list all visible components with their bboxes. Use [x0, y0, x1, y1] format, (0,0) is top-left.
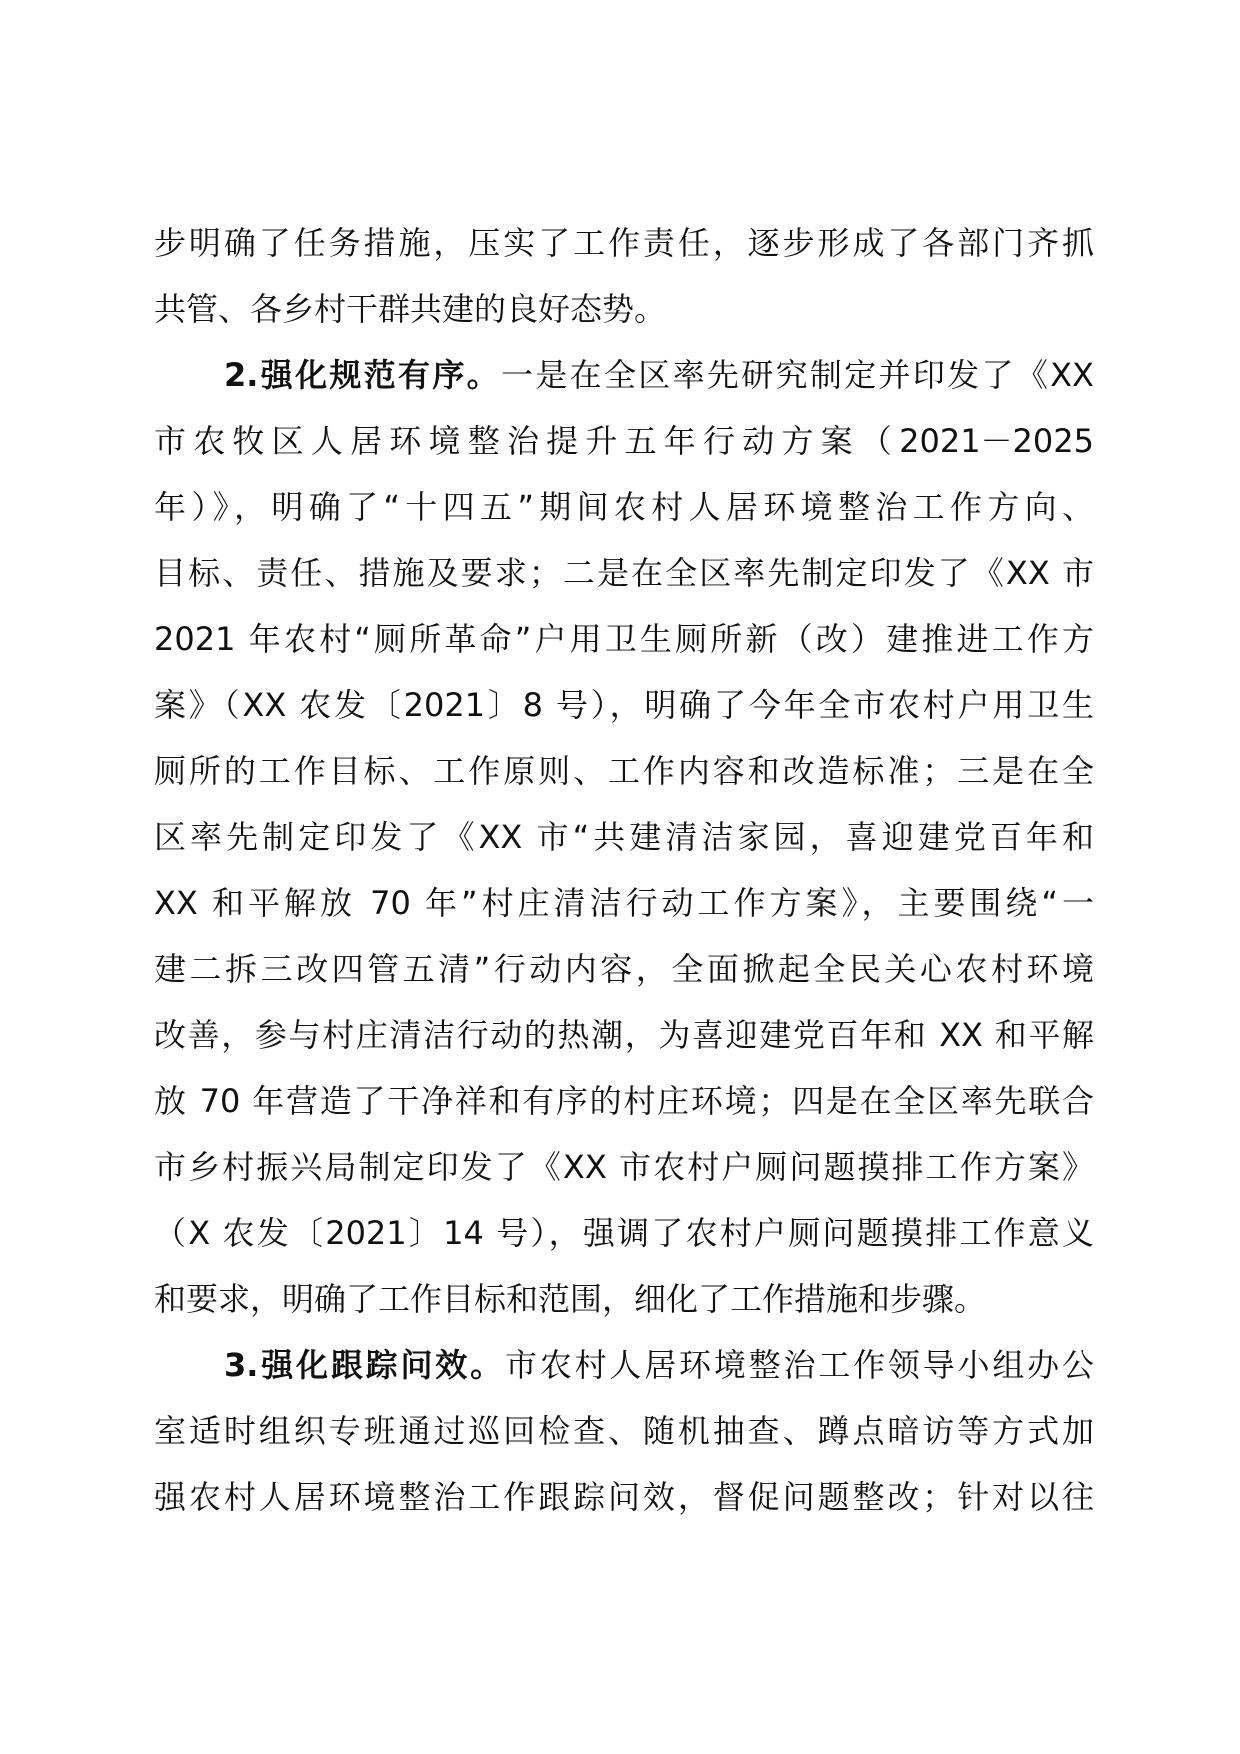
paragraph-2-line-4: 目标、责任、措施及要求；二是在全区率先制定印发了《XX 市	[154, 554, 1094, 592]
paragraph-2-line-10: 建二拆三改四管五清”行动内容，全面掀起全民关心农村环境	[154, 950, 1094, 988]
paragraph-3-heading: 3.强化跟踪问效。	[224, 1346, 505, 1384]
paragraph-2-heading: 2.强化规范有序。	[224, 356, 501, 394]
paragraph-2-line-7: 厕所的工作目标、工作原则、工作内容和改造标准；三是在全	[154, 752, 1094, 790]
paragraph-1-line-1: 步明确了任务措施，压实了工作责任，逐步形成了各部门齐抓	[154, 224, 1094, 262]
paragraph-2-line-14: （X 农发〔2021〕14 号），强调了农村户厕问题摸排工作意义	[154, 1214, 1094, 1252]
paragraph-2-line-3: 年）》，明确了“十四五”期间农村人居环境整治工作方向、	[154, 488, 1094, 526]
paragraph-2-line-13: 市乡村振兴局制定印发了《XX 市农村户厕问题摸排工作方案》	[154, 1148, 1094, 1186]
paragraph-2-line-8: 区率先制定印发了《XX 市“共建清洁家园，喜迎建党百年和	[154, 818, 1094, 856]
paragraph-3-line-2: 室适时组织专班通过巡回检查、随机抽查、蹲点暗访等方式加	[154, 1412, 1094, 1450]
paragraph-2-line-5: 2021 年农村“厕所革命”户用卫生厕所新（改）建推进工作方	[154, 620, 1094, 658]
paragraph-2-line-12: 放 70 年营造了干净祥和有序的村庄环境；四是在全区率先联合	[154, 1082, 1094, 1120]
paragraph-2-line-15: 和要求，明确了工作目标和范围，细化了工作措施和步骤。	[154, 1280, 987, 1318]
paragraph-2-line-1	[154, 342, 1094, 408]
paragraph-3-first-line-text: 市农村人居环境整治工作领导小组办公	[504, 1346, 1094, 1384]
paragraph-2-line-11: 改善，参与村庄清洁行动的热潮，为喜迎建党百年和 XX 和平解	[154, 1016, 1094, 1054]
document-body	[154, 210, 1094, 1530]
paragraph-2-line-2: 市农牧区人居环境整治提升五年行动方案（2021－2025	[154, 422, 1094, 460]
paragraph-2-line-9: XX 和平解放 70 年”村庄清洁行动工作方案》，主要围绕“一	[154, 884, 1094, 922]
paragraph-1-line-2: 共管、各乡村干群共建的良好态势。	[154, 290, 667, 328]
paragraph-3-line-3: 强农村人居环境整治工作跟踪问效，督促问题整改；针对以往	[154, 1478, 1094, 1516]
paragraph-3-line-1	[154, 1332, 1094, 1398]
paragraph-2-first-line-text: 一是在全区率先研究制定并印发了《XX	[501, 356, 1094, 394]
paragraph-2-line-6: 案》（XX 农发〔2021〕8 号），明确了今年全市农村户用卫生	[154, 686, 1094, 724]
